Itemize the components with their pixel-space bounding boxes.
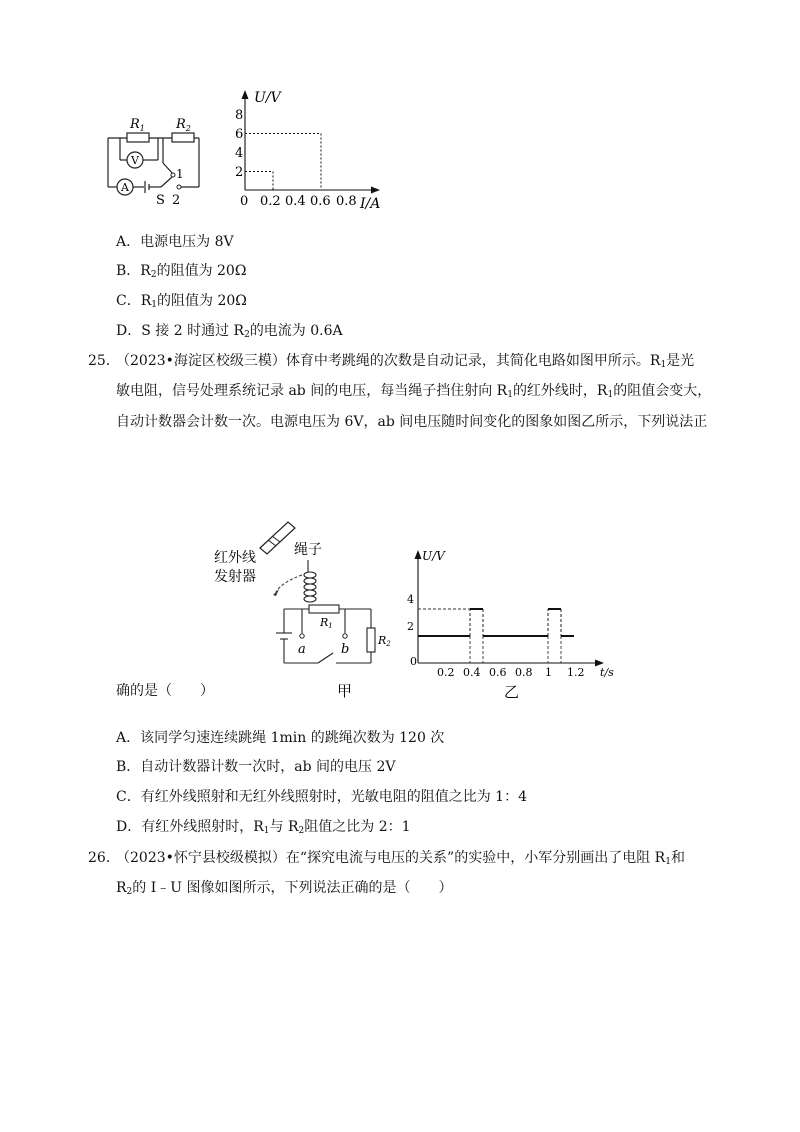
- resistor-r1: [127, 133, 149, 142]
- x-tick: 0.2: [260, 194, 281, 209]
- figure-caption-jia: 甲: [337, 682, 353, 700]
- x-tick-label: 0.6: [489, 666, 507, 679]
- q24-option-b: B．$R_2$的阻值为 20Ω: [116, 263, 247, 280]
- contact-1-label: 1: [176, 167, 184, 181]
- photoresistor-r1: [309, 605, 339, 613]
- origin-label: 0: [240, 194, 249, 209]
- rope-coil: [304, 560, 316, 602]
- q24-option-c: C．$R_1$的阻值为 20Ω: [116, 293, 247, 310]
- circuit-diagram-1: [100, 108, 210, 208]
- y-axis-label: U/V: [254, 90, 281, 106]
- y-tick-2: 2: [407, 620, 414, 633]
- rope-label: 绳子: [294, 542, 322, 558]
- q25-figure-jia: [196, 520, 396, 702]
- q26-number: 26．: [88, 850, 120, 866]
- x-tick: 0.8: [336, 194, 357, 209]
- q25-line-1: （2023•海淀区校级三模）体育中考跳绳的次数是自动记录，其简化电路如图甲所示。$R_1$是光: [116, 353, 695, 370]
- r2-label: R2: [378, 634, 391, 648]
- infrared-emitter-icon: [260, 522, 295, 554]
- q25-option-b: B．自动计数器计数一次时，ab 间的电压 2V: [116, 759, 396, 775]
- q25-line-2: 敏电阻，信号处理系统记录 ab 间的电压，每当绳子挡住射向 $R_1$的红外线时，$R_1$的阻值会变大，: [116, 383, 712, 400]
- q24-option-d: D．S 接 2 时通过 $R_2$的电流为 0.6A: [116, 323, 343, 340]
- resistor-r2: [172, 133, 194, 142]
- q26-line-2: $R_2$的 I﹣U 图像如图所示，下列说法正确的是（ ）: [116, 880, 453, 897]
- q25-option-a: A．该同学匀速连续跳绳 1min 的跳绳次数为 120 次: [116, 730, 445, 746]
- contact-2-label: 2: [172, 193, 181, 208]
- emitter-label-1: 红外线: [214, 550, 256, 566]
- x-axis-label: t/s: [600, 666, 614, 679]
- y-tick: 2: [235, 165, 244, 180]
- x-tick-label: 1: [545, 666, 552, 679]
- q25-figure-yi: [404, 540, 614, 700]
- x-tick-label: 0.2: [437, 666, 455, 679]
- terminal-b-label: b: [341, 642, 350, 657]
- x-tick: 0.6: [310, 194, 331, 209]
- ammeter-label: A: [121, 181, 129, 194]
- q24-option-a: A．电源电压为 8V: [116, 234, 234, 250]
- q25-number: 25．: [88, 353, 120, 369]
- terminal-a-label: a: [298, 642, 306, 657]
- q26-line-1: （2023•怀宁县校级模拟）在“探究电流与电压的关系”的实验中，小军分别画出了电阻 $R_1$和: [116, 850, 685, 867]
- x-tick-label: 1.2: [567, 666, 585, 679]
- y-axis-label: U/V: [422, 549, 445, 563]
- switch-label: S: [156, 193, 165, 208]
- u-i-graph-1: [228, 88, 398, 212]
- r2-label: $R_2$: [176, 117, 191, 133]
- r1-label: R1: [320, 616, 333, 630]
- emitter-label-2: 发射器: [214, 569, 256, 585]
- y-tick: 6: [235, 127, 244, 142]
- q25-line-3: 自动计数器会计数一次。电源电压为 6V，ab 间电压随时间变化的图象如图乙所示，下列说法正: [116, 414, 708, 430]
- x-tick-label: 0.8: [515, 666, 533, 679]
- x-tick: 0.4: [285, 194, 306, 209]
- origin-label: 0: [410, 655, 417, 668]
- q25-option-c: C．有红外线照射和无红外线照射时，光敏电阻的阻值之比为 1：4: [116, 789, 527, 805]
- r1-label: $R_1$: [130, 117, 145, 133]
- y-tick-4: 4: [407, 593, 414, 606]
- x-tick-label: 0.4: [463, 666, 481, 679]
- figure-caption-yi: 乙: [504, 683, 520, 700]
- q25-line-4: 确的是（ ）: [116, 683, 214, 699]
- voltmeter-label: V: [131, 154, 139, 167]
- resistor-r2: [367, 628, 375, 652]
- x-axis-label: I/A: [360, 196, 381, 212]
- q25-option-d: D．有红外线照射时，$R_1$与 $R_2$阻值之比为 2：1: [116, 819, 411, 836]
- y-tick: 8: [235, 108, 244, 123]
- y-tick: 4: [235, 146, 244, 161]
